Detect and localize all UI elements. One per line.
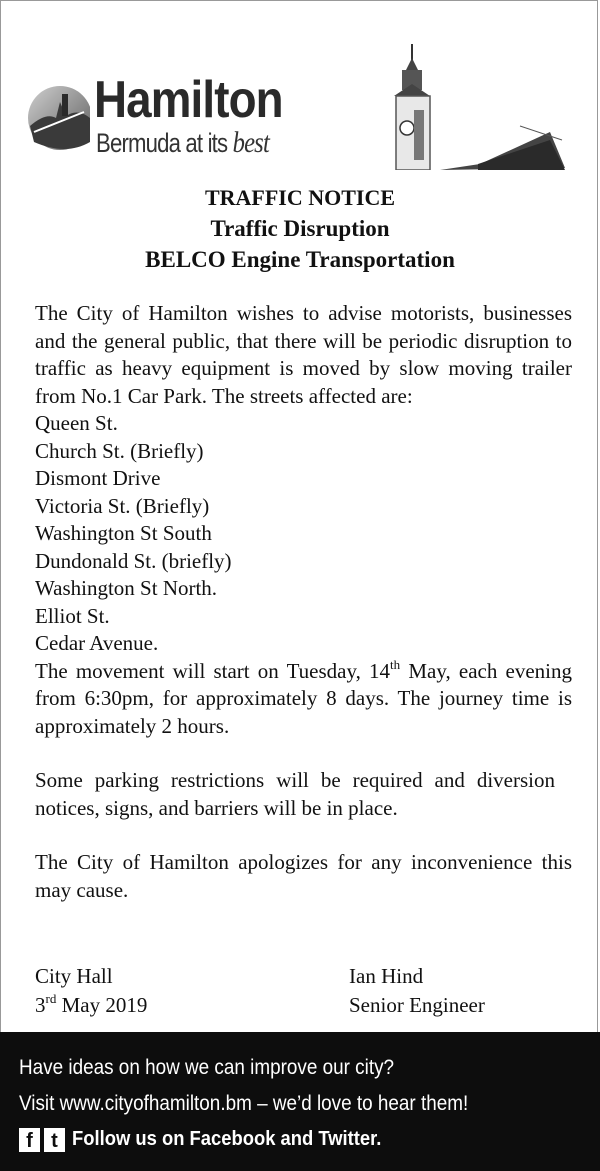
signatory-block	[349, 962, 485, 1020]
logo-wordmark: Hamilton	[94, 71, 283, 129]
movement-paragraph: The movement will start on Tuesday, 14th May, each evening from 6:30pm, for approximately 8 days. The journey time is approximately 2 hours.	[35, 656, 572, 738]
notice-titles	[0, 182, 600, 275]
city-logo	[26, 70, 296, 170]
notice-heading: TRAFFIC NOTICE	[204, 185, 396, 210]
issuer-block	[35, 962, 147, 1020]
footer-banner	[0, 1032, 600, 1171]
street-item: Dismont Drive	[35, 466, 161, 490]
logo-tagline-script: best	[232, 126, 269, 159]
street-item: Elliot St.	[35, 603, 110, 628]
intro-paragraph: The City of Hamilton wishes to advise motorists, businesses and the general public, that there will be periodic disruption to traffic as heavy equipment is moved by slow moving trailer from No.1 Car Park. The streets affected are:	[35, 301, 572, 408]
parking-paragraph: Some parking restrictions will be required and diversion notices, signs, and barriers will be in place.	[35, 768, 555, 820]
apology-paragraph: The City of Hamilton apologizes for any inconvenience this may cause.	[35, 850, 572, 902]
footer-website-line[interactable]: Visit www.cityofhamilton.bm – we’d love to hear them!	[19, 1092, 469, 1115]
facebook-icon[interactable]: f	[19, 1128, 40, 1152]
globe-icon	[26, 72, 90, 164]
street-item: Dundonald St. (briefly)	[35, 548, 232, 573]
issuer-place: City Hall	[35, 964, 113, 988]
footer-social-line: Follow us on Facebook and Twitter.	[72, 1128, 382, 1150]
notice-date: 3rd May 2019	[35, 991, 148, 1017]
twitter-icon[interactable]: t	[44, 1128, 65, 1152]
street-item: Washington St North.	[35, 576, 218, 600]
affected-streets-list	[35, 410, 572, 658]
street-item: Victoria St. (Briefly)	[35, 493, 210, 518]
signatory-title: Senior Engineer	[349, 993, 485, 1017]
signatory-name: Ian Hind	[349, 964, 424, 988]
notice-body	[35, 300, 572, 904]
notice-subheading: Traffic Disruption	[210, 216, 390, 241]
notice-topic: BELCO Engine Transportation	[145, 247, 455, 272]
street-item: Washington St South	[35, 521, 212, 545]
footer-prompt: Have ideas on how we can improve our city?	[19, 1056, 395, 1079]
street-item: Queen St.	[35, 411, 118, 435]
street-item: Cedar Avenue.	[35, 631, 159, 655]
clock-tower-illustration	[380, 40, 580, 170]
street-item: Church St. (Briefly)	[35, 438, 204, 463]
logo-tagline: Bermuda at its best	[96, 126, 269, 159]
